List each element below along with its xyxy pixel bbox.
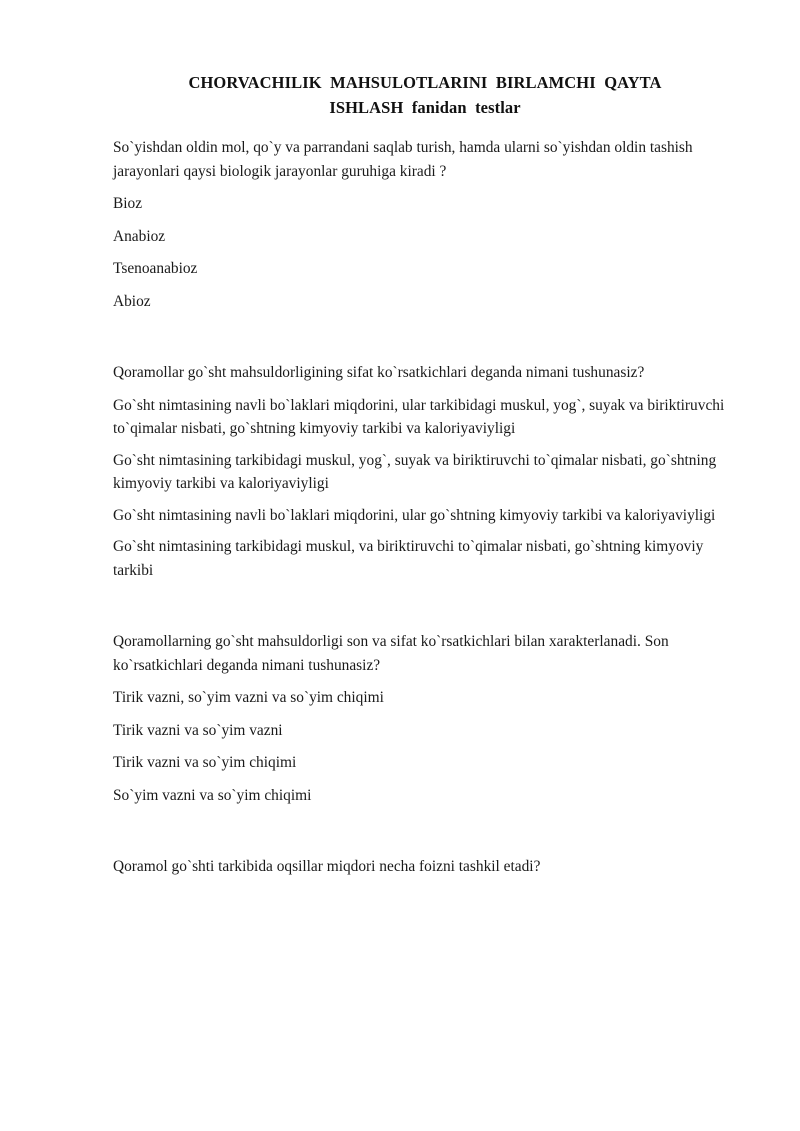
option-1-b[interactable]: Anabioz [113,227,166,245]
options-list-3 [113,686,737,807]
option-3-b[interactable]: Tirik vazni va so`yim vazni [113,721,283,739]
option-2-b[interactable]: Go`sht nimtasining tarkibidagi muskul, yog`, suyak va biriktiruvchi to`qimalar nisbati, go`shtning kimyoviy tarkibi va kaloriyaviyligi [113,451,717,492]
option-2-a[interactable]: Go`sht nimtasining navli bo`laklari miqdorini, ular tarkibidagi muskul, yog`, suyak va biriktiruvchi to`qimalar nisbati, go`shtning kimyoviy tarkibi va kaloriyaviyligi [113,396,725,437]
question-block-3 [113,630,737,807]
option-1-d[interactable]: Abioz [113,292,151,310]
option-2-c[interactable]: Go`sht nimtasining navli bo`laklari miqdorini, ular go`shtning kimyoviy tarkibi va kaloriyaviyligi [113,506,716,524]
options-list-1 [113,192,737,313]
page-title [113,70,737,120]
option-1-a[interactable]: Bioz [113,195,143,212]
question-block-1 [113,136,737,313]
option-1-c[interactable]: Tsenoanabioz [113,260,198,277]
option-3-c[interactable]: Tirik vazni va so`yim chiqimi [113,754,297,771]
option-3-a[interactable]: Tirik vazni, so`yim vazni va so`yim chiqimi [113,689,384,706]
option-3-d[interactable]: So`yim vazni va so`yim chiqimi [113,786,312,804]
question-block-2 [113,361,737,582]
question-text-1: So`yishdan oldin mol, qo`y va parrandani saqlab turish, hamda ularni so`yishdan oldin tashish jarayonlari qaysi biologik jarayonlar guruhiga kiradi ? [113,139,693,180]
options-list-2 [113,394,737,583]
question-text-2: Qoramollar go`sht mahsuldorligining sifat ko`rsatkichlari deganda nimani tushunasiz? [113,364,645,381]
document-body [113,70,737,888]
question-text-4: Qoramol go`shti tarkibida oqsillar miqdori necha foizni tashkil etadi? [113,858,541,875]
page-title-line-2: ISHLASH fanidan testlar [329,98,521,117]
page-title-line-1: CHORVACHILIK MAHSULOTLARINI BIRLAMCHI QAYTA [188,73,662,92]
question-text-3: Qoramollarning go`sht mahsuldorligi son va sifat ko`rsatkichlari bilan xarakterlanadi. Son ko`rsatkichlari deganda nimani tushunasiz? [113,633,669,674]
option-2-d[interactable]: Go`sht nimtasining tarkibidagi muskul, va biriktiruvchi to`qimalar nisbati, go`shtning kimyoviy tarkibi [113,538,704,579]
question-block-4 [113,855,737,879]
